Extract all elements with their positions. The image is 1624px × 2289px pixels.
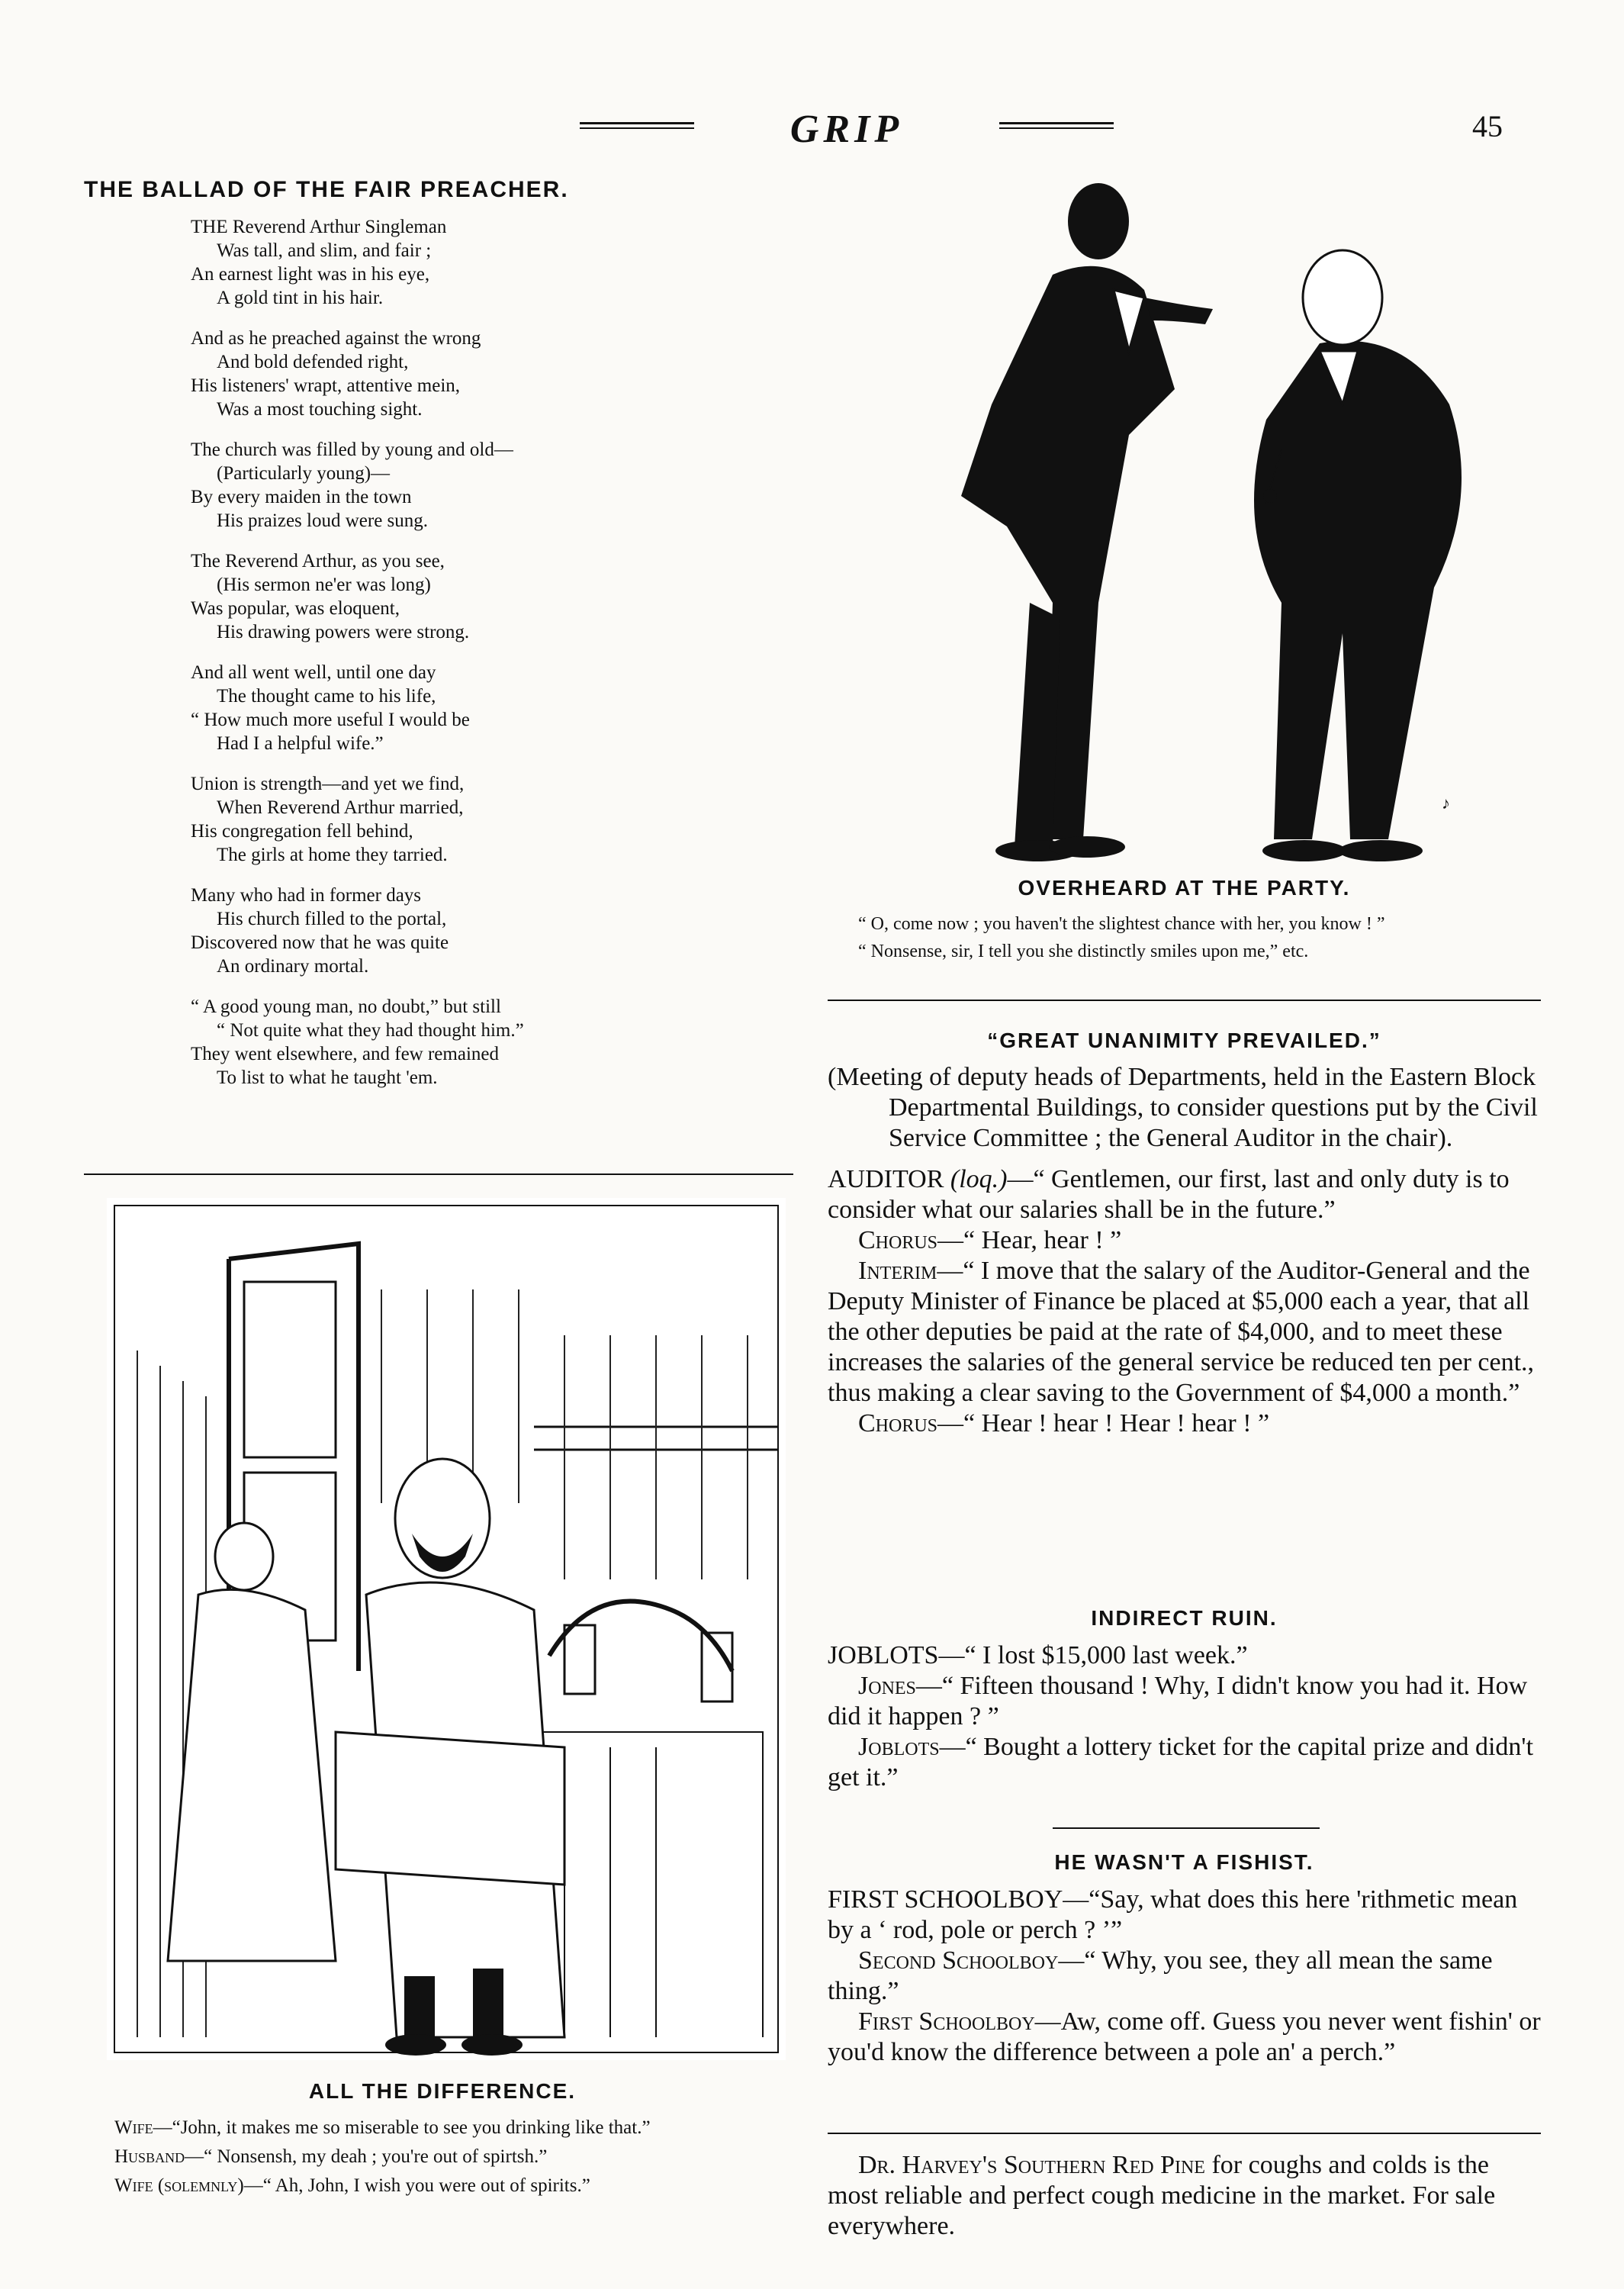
- fishist-line-1: [828, 1885, 1541, 1946]
- ruin-text-3: —“ Bought a lottery ticket for the capital prize and didn't get it.”: [828, 1733, 1534, 1792]
- ballad-line: His praizes loud were sung.: [217, 510, 429, 531]
- ballad-line: Union is strength—and yet we find,: [191, 774, 465, 794]
- ruin-text-1: —“ I lost $15,000 last week.”: [938, 1641, 1248, 1669]
- ballad-line: They went elsewhere, and few remained: [191, 1044, 499, 1064]
- loq: (loq.): [950, 1165, 1008, 1193]
- ballad-line: A gold tint in his hair.: [217, 288, 384, 308]
- fishist-title: HE WASN'T A FISHIST.: [1054, 1850, 1314, 1874]
- advert-body: for coughs and colds is the most reliable and perfect cough medicine in the market. For sale everywhere.: [828, 2151, 1496, 2240]
- chorus-text: —“ Hear ! hear ! Hear ! hear ! ”: [937, 1409, 1270, 1437]
- ballad-stanza: [191, 549, 687, 644]
- ballad-line: Had I a helpful wife.”: [217, 733, 384, 754]
- two-gentlemen-drawing: [854, 175, 1526, 877]
- fishist-text-2: —“ Why, you see, they all mean the same thing.”: [828, 1946, 1493, 2005]
- ballad-stanza: [191, 327, 687, 421]
- party-line-1: “ O, come now ; you haven't the slightest chance with her, you know ! ”: [858, 914, 1385, 934]
- ballad-line: And bold defended right,: [217, 352, 409, 372]
- speaker-chorus: Chorus: [858, 1409, 938, 1437]
- ruin-text-2: —“ Fifteen thousand ! Why, I didn't know you had it. How did it happen ? ”: [828, 1672, 1528, 1730]
- divider-right-2: [1053, 1827, 1320, 1829]
- unanimity-intro: (Meeting of deputy heads of Departments, held in the Eastern Block Departmental Buildings, to consider questions put by the Civil Service Committee ; the General Auditor in the chair).: [828, 1063, 1538, 1152]
- difference-line-husband: [84, 2144, 793, 2170]
- unanimity-chorus-2: [828, 1408, 1541, 1439]
- illustration-all-the-difference: [107, 1198, 786, 2060]
- illustration-overheard-at-party: [854, 175, 1526, 877]
- speaker-joblots: JOBLOTS: [828, 1641, 939, 1669]
- ballad-stanza: [191, 995, 687, 1090]
- speaker-wife: Wife: [114, 2117, 153, 2138]
- ballad-line: (His sermon ne'er was long): [217, 575, 431, 595]
- ballad-line: The church was filled by young and old—: [191, 439, 513, 460]
- ballad-line: THE Reverend Arthur Singleman: [191, 217, 447, 237]
- fishist-line-3: [828, 2007, 1541, 2068]
- ballad-line: The girls at home they tarried.: [217, 845, 448, 865]
- advert-harveys-red-pine: [828, 2150, 1541, 2242]
- fishist-article: [828, 1885, 1541, 2068]
- interim-text: —“ I move that the salary of the Auditor-General and the Deputy Minister of Finance be placed at $5,000 each a year, that all the other deputies be paid at the rate of $4,000, and to meet these increases the salaries of the general service be reduced ten per cent., thus making a clear saving to the Government of $4,000 a month.”: [828, 1257, 1535, 1407]
- ballad-line: “ A good young man, no doubt,” but still: [191, 996, 501, 1017]
- ballad-line: An ordinary mortal.: [217, 956, 369, 977]
- ballad-stanza: [191, 438, 687, 533]
- masthead: [580, 107, 1114, 153]
- party-dialogue: [828, 912, 1541, 967]
- line-text: —“John, it makes me so miserable to see you drinking like that.”: [153, 2117, 651, 2138]
- party-title: OVERHEARD AT THE PARTY.: [1018, 876, 1351, 900]
- difference-dialogue: [84, 2115, 793, 2202]
- artist-signature: ♪: [1442, 794, 1450, 813]
- ballad-line: To list to what he taught 'em.: [217, 1067, 438, 1088]
- ruin-line-3: [828, 1732, 1541, 1793]
- divider-right-1: [828, 1000, 1541, 1001]
- difference-title: ALL THE DIFFERENCE.: [308, 2079, 577, 2103]
- ballad-line: And as he preached against the wrong: [191, 328, 481, 349]
- ballad-stanza: [191, 215, 687, 310]
- divider-left-top: [84, 1173, 793, 1175]
- masthead-title: GRIP: [789, 108, 904, 151]
- ballad-line: “ How much more useful I would be: [191, 710, 470, 730]
- unanimity-auditor: [828, 1164, 1541, 1225]
- speaker-joblots: Joblots: [858, 1733, 940, 1761]
- ballad-line: (Particularly young)—: [217, 463, 391, 484]
- masthead-rule-right: [999, 122, 1114, 129]
- speaker-interim: Interim: [858, 1257, 937, 1285]
- line-text: —“ Ah, John, I wish you were out of spirits.”: [243, 2175, 590, 2196]
- ballad-line: By every maiden in the town: [191, 487, 412, 507]
- ballad-line: Many who had in former days: [191, 885, 422, 906]
- ballad-line: Discovered now that he was quite: [191, 932, 449, 953]
- ballad-line: Was popular, was eloquent,: [191, 598, 400, 619]
- line-text: —“ Nonsensh, my deah ; you're out of spirtsh.”: [185, 2146, 548, 2167]
- speaker-chorus: Chorus: [858, 1226, 938, 1254]
- ballad-line: Was a most touching sight.: [217, 399, 423, 420]
- advert-text: [828, 2150, 1541, 2242]
- ballad-line: When Reverend Arthur married,: [217, 797, 464, 818]
- fishist-text-3: —Aw, come off. Guess you never went fishin' or you'd know the difference between a pole an' a perch.”: [828, 2007, 1541, 2066]
- divider-right-3: [828, 2133, 1541, 2134]
- ballad-line: His church filled to the portal,: [217, 909, 447, 929]
- ballad-stanza: [191, 661, 687, 755]
- fishist-line-2: [828, 1946, 1541, 2007]
- speaker-auditor: AUDITOR: [828, 1165, 944, 1193]
- page-number: 45: [1472, 109, 1503, 143]
- ruin-line-2: [828, 1671, 1541, 1732]
- drinking-scene-drawing: [107, 1198, 786, 2060]
- party-line-2: “ Nonsense, sir, I tell you she distinctly smiles upon me,” etc.: [858, 942, 1309, 961]
- ballad-stanza: [191, 772, 687, 867]
- auditor-text: —“ Gentlemen, our first, last and only duty is to consider what our salaries shall be in the future.”: [828, 1165, 1510, 1224]
- speaker-jones: Jones: [858, 1672, 916, 1700]
- ballad-line: The Reverend Arthur, as you see,: [191, 551, 445, 571]
- ballad-line: The thought came to his life,: [217, 686, 436, 707]
- ballad-poem: [191, 215, 687, 1106]
- ballad-stanza: [191, 884, 687, 978]
- difference-line-wife-solemn: [84, 2173, 793, 2199]
- ballad-line: “ Not quite what they had thought him.”: [217, 1020, 524, 1041]
- ballad-line: His congregation fell behind,: [191, 821, 413, 842]
- advert-brand: Dr. Harvey's Southern Red Pine: [858, 2151, 1205, 2179]
- difference-line-wife: [84, 2115, 793, 2141]
- unanimity-title: “GREAT UNANIMITY PREVAILED.”: [987, 1029, 1381, 1052]
- speaker-husband: Husband: [114, 2146, 185, 2167]
- ballad-line: His listeners' wrapt, attentive mein,: [191, 375, 461, 396]
- unanimity-article: [828, 1062, 1541, 1439]
- indirect-ruin-article: [828, 1640, 1541, 1793]
- speaker-wife-solemnly: Wife (solemnly): [114, 2175, 244, 2196]
- speaker-first-schoolboy: First Schoolboy: [858, 2007, 1035, 2036]
- fishist-text-1: —“Say, what does this here 'rithmetic mean by a ‘ rod, pole or perch ? ’”: [828, 1885, 1518, 1944]
- speaker-second-schoolboy: Second Schoolboy: [858, 1946, 1059, 1975]
- ballad-line: An earnest light was in his eye,: [191, 264, 430, 285]
- unanimity-chorus-1: [828, 1225, 1541, 1256]
- ballad-title: THE BALLAD OF THE FAIR PREACHER.: [84, 177, 569, 202]
- ruin-line-1: [828, 1640, 1541, 1671]
- ballad-line: His drawing powers were strong.: [217, 622, 470, 642]
- speaker-first-schoolboy: FIRST SCHOOLBOY: [828, 1885, 1063, 1914]
- chorus-text: —“ Hear, hear ! ”: [937, 1226, 1122, 1254]
- ballad-line: And all went well, until one day: [191, 662, 436, 683]
- unanimity-interim: [828, 1256, 1541, 1408]
- indirect-ruin-title: INDIRECT RUIN.: [1091, 1606, 1278, 1630]
- ballad-line: Was tall, and slim, and fair ;: [217, 240, 432, 261]
